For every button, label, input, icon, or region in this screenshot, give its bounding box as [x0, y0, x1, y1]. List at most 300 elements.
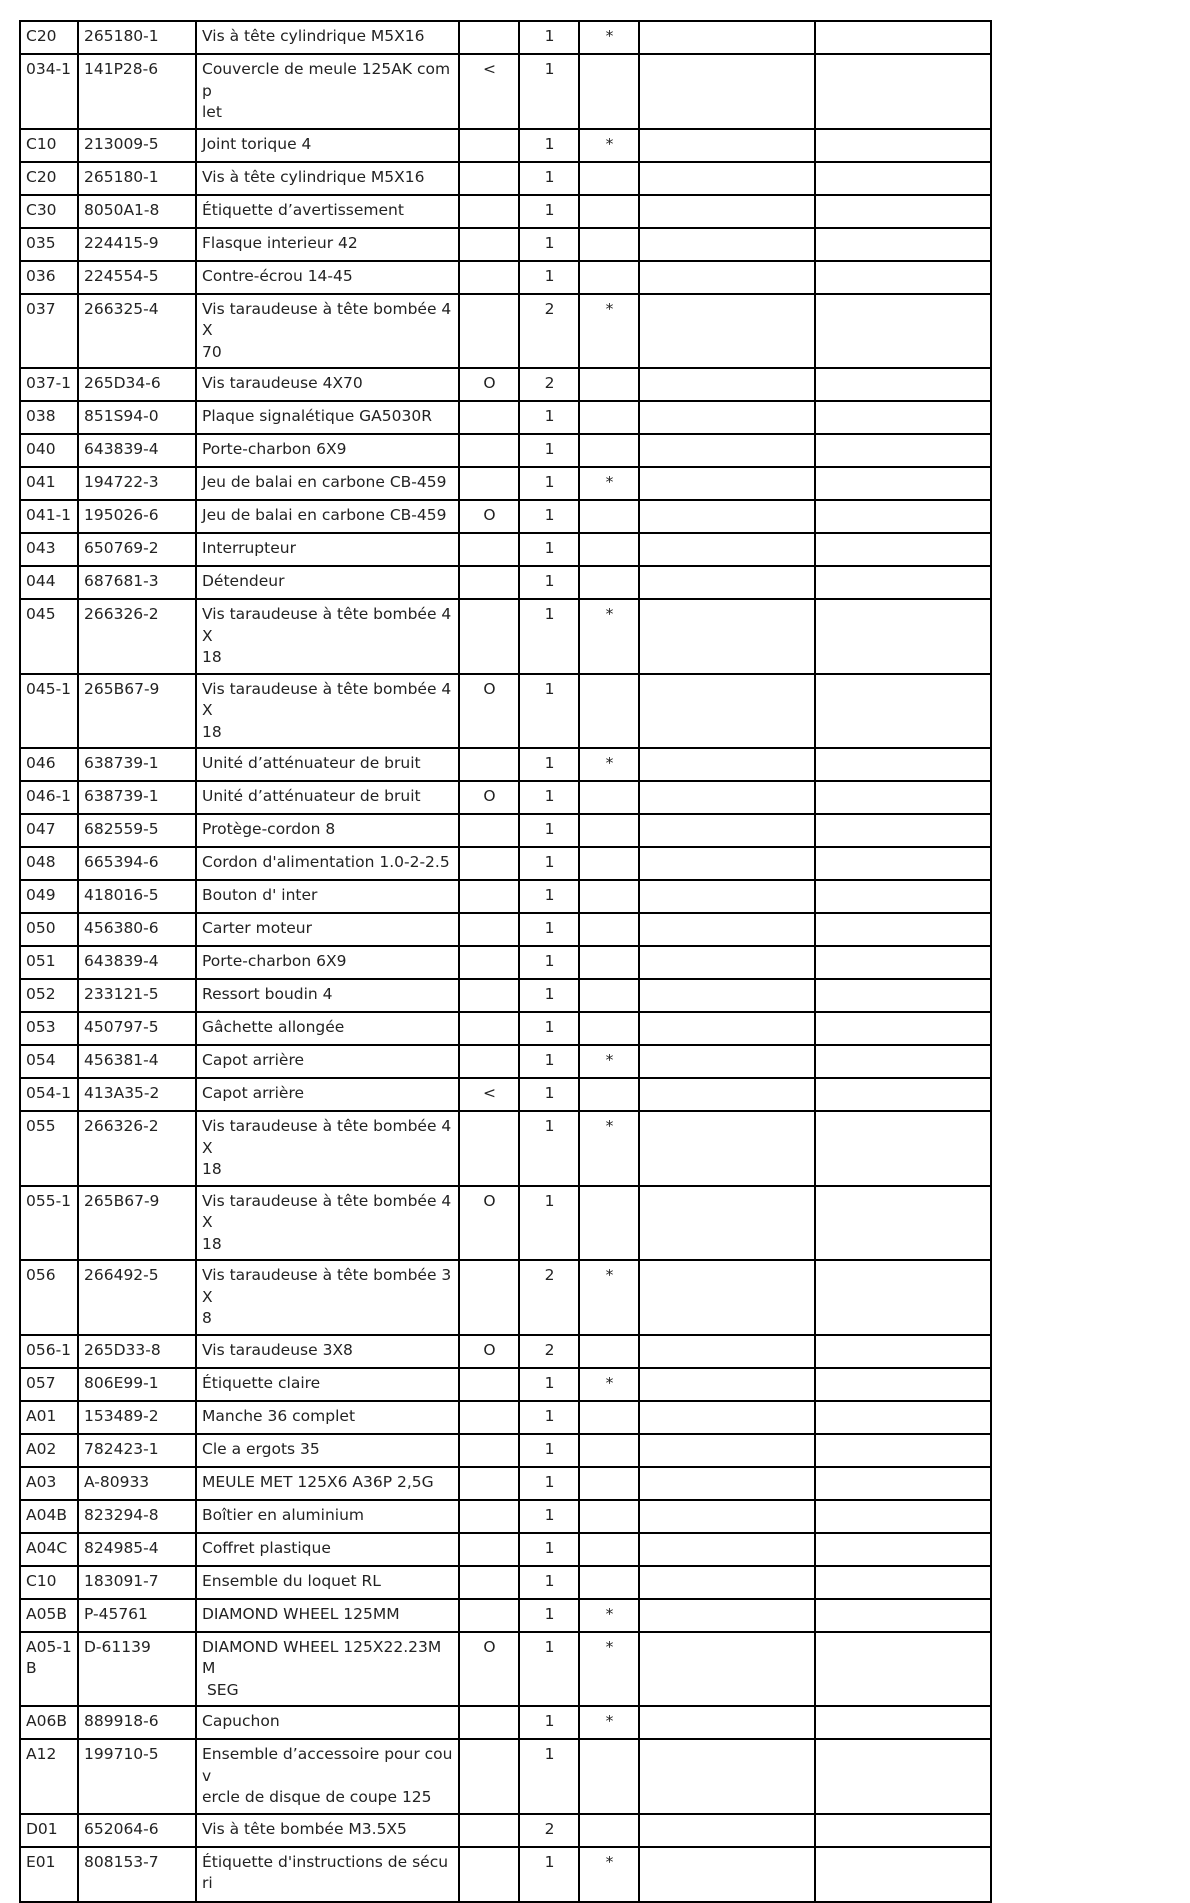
- empty-cell: [815, 1847, 991, 1902]
- description-cell: Vis taraudeuse à tête bombée 4X 18: [196, 674, 459, 749]
- table-row: [20, 1847, 991, 1902]
- table-row: [20, 946, 991, 979]
- description-cell: Porte-charbon 6X9: [196, 434, 459, 467]
- part-number-cell: 638739-1: [78, 748, 196, 781]
- table-row: [20, 533, 991, 566]
- description-cell: Vis taraudeuse à tête bombée 3X 8: [196, 1260, 459, 1335]
- quantity-cell: 1: [519, 533, 579, 566]
- item-number-cell: 057: [20, 1368, 78, 1401]
- description-cell: Étiquette d’avertissement: [196, 195, 459, 228]
- table-row: [20, 847, 991, 880]
- item-number-cell: 040: [20, 434, 78, 467]
- quantity-cell: 1: [519, 946, 579, 979]
- part-number-cell: 450797-5: [78, 1012, 196, 1045]
- empty-cell: [815, 674, 991, 749]
- empty-cell: [639, 1401, 815, 1434]
- part-number-cell: 823294-8: [78, 1500, 196, 1533]
- part-number-cell: 8050A1-8: [78, 195, 196, 228]
- mark-cell: *: [579, 1847, 639, 1902]
- empty-cell: [815, 1368, 991, 1401]
- quantity-cell: 1: [519, 814, 579, 847]
- table-row: [20, 913, 991, 946]
- part-number-cell: D-61139: [78, 1632, 196, 1707]
- empty-cell: [639, 1012, 815, 1045]
- empty-cell: [639, 1706, 815, 1739]
- description-cell: Étiquette claire: [196, 1368, 459, 1401]
- quantity-cell: 1: [519, 1533, 579, 1566]
- description-cell: Vis à tête cylindrique M5X16: [196, 21, 459, 54]
- quantity-cell: 1: [519, 1401, 579, 1434]
- table-row: [20, 129, 991, 162]
- empty-cell: [639, 1078, 815, 1111]
- mark-cell: [579, 261, 639, 294]
- mark-cell: *: [579, 1632, 639, 1707]
- mark-cell: [579, 1401, 639, 1434]
- item-number-cell: 034-1: [20, 54, 78, 129]
- item-number-cell: 051: [20, 946, 78, 979]
- mark-cell: [579, 566, 639, 599]
- part-number-cell: 195026-6: [78, 500, 196, 533]
- description-cell: Plaque signalétique GA5030R: [196, 401, 459, 434]
- empty-cell: [639, 294, 815, 369]
- part-number-cell: 224415-9: [78, 228, 196, 261]
- note-cell: [459, 129, 519, 162]
- note-cell: [459, 1739, 519, 1814]
- item-number-cell: 052: [20, 979, 78, 1012]
- empty-cell: [815, 401, 991, 434]
- quantity-cell: 2: [519, 1260, 579, 1335]
- empty-cell: [815, 261, 991, 294]
- note-cell: [459, 434, 519, 467]
- item-number-cell: 056: [20, 1260, 78, 1335]
- empty-cell: [639, 1434, 815, 1467]
- description-cell: Ressort boudin 4: [196, 979, 459, 1012]
- part-number-cell: 889918-6: [78, 1706, 196, 1739]
- description-cell: Vis taraudeuse 3X8: [196, 1335, 459, 1368]
- table-row: [20, 814, 991, 847]
- mark-cell: *: [579, 1368, 639, 1401]
- table-row: [20, 1533, 991, 1566]
- empty-cell: [639, 1111, 815, 1186]
- note-cell: [459, 1847, 519, 1902]
- part-number-cell: 199710-5: [78, 1739, 196, 1814]
- note-cell: [459, 1467, 519, 1500]
- part-number-cell: 456381-4: [78, 1045, 196, 1078]
- empty-cell: [815, 228, 991, 261]
- empty-cell: [639, 467, 815, 500]
- table-row: [20, 1078, 991, 1111]
- table-row: [20, 1368, 991, 1401]
- mark-cell: [579, 162, 639, 195]
- part-number-cell: 643839-4: [78, 946, 196, 979]
- empty-cell: [639, 1335, 815, 1368]
- empty-cell: [639, 1566, 815, 1599]
- mark-cell: *: [579, 1260, 639, 1335]
- empty-cell: [815, 880, 991, 913]
- empty-cell: [639, 261, 815, 294]
- table-row: [20, 781, 991, 814]
- mark-cell: *: [579, 21, 639, 54]
- quantity-cell: 1: [519, 674, 579, 749]
- mark-cell: [579, 913, 639, 946]
- empty-cell: [639, 1467, 815, 1500]
- mark-cell: [579, 1566, 639, 1599]
- empty-cell: [815, 195, 991, 228]
- empty-cell: [815, 162, 991, 195]
- empty-cell: [639, 1814, 815, 1847]
- description-cell: Cle a ergots 35: [196, 1434, 459, 1467]
- mark-cell: [579, 1467, 639, 1500]
- item-number-cell: 037-1: [20, 368, 78, 401]
- item-number-cell: A01: [20, 1401, 78, 1434]
- empty-cell: [815, 1632, 991, 1707]
- empty-cell: [815, 434, 991, 467]
- empty-cell: [639, 1632, 815, 1707]
- note-cell: O: [459, 1632, 519, 1707]
- part-number-cell: 806E99-1: [78, 1368, 196, 1401]
- quantity-cell: 1: [519, 1467, 579, 1500]
- empty-cell: [815, 1599, 991, 1632]
- table-row: [20, 1814, 991, 1847]
- item-number-cell: A03: [20, 1467, 78, 1500]
- empty-cell: [639, 566, 815, 599]
- part-number-cell: 233121-5: [78, 979, 196, 1012]
- quantity-cell: 1: [519, 401, 579, 434]
- part-number-cell: 266326-2: [78, 599, 196, 674]
- part-number-cell: 265D33-8: [78, 1335, 196, 1368]
- item-number-cell: A06B: [20, 1706, 78, 1739]
- note-cell: [459, 1434, 519, 1467]
- item-number-cell: A12: [20, 1739, 78, 1814]
- empty-cell: [815, 500, 991, 533]
- empty-cell: [639, 1500, 815, 1533]
- quantity-cell: 1: [519, 566, 579, 599]
- quantity-cell: 1: [519, 1847, 579, 1902]
- part-number-cell: 687681-3: [78, 566, 196, 599]
- empty-cell: [815, 1706, 991, 1739]
- part-number-cell: 265B67-9: [78, 1186, 196, 1261]
- note-cell: [459, 21, 519, 54]
- empty-cell: [815, 21, 991, 54]
- empty-cell: [639, 434, 815, 467]
- empty-cell: [639, 979, 815, 1012]
- description-cell: Carter moteur: [196, 913, 459, 946]
- note-cell: [459, 1500, 519, 1533]
- table-row: [20, 54, 991, 129]
- note-cell: O: [459, 368, 519, 401]
- empty-cell: [815, 913, 991, 946]
- description-cell: Boîtier en aluminium: [196, 1500, 459, 1533]
- part-number-cell: A-80933: [78, 1467, 196, 1500]
- mark-cell: [579, 674, 639, 749]
- note-cell: [459, 979, 519, 1012]
- empty-cell: [639, 1260, 815, 1335]
- note-cell: [459, 1045, 519, 1078]
- empty-cell: [815, 1260, 991, 1335]
- empty-cell: [639, 54, 815, 129]
- note-cell: [459, 1111, 519, 1186]
- note-cell: O: [459, 781, 519, 814]
- mark-cell: [579, 781, 639, 814]
- mark-cell: *: [579, 1045, 639, 1078]
- quantity-cell: 1: [519, 781, 579, 814]
- quantity-cell: 1: [519, 1632, 579, 1707]
- quantity-cell: 1: [519, 1111, 579, 1186]
- mark-cell: [579, 228, 639, 261]
- empty-cell: [815, 1566, 991, 1599]
- table-row: [20, 261, 991, 294]
- mark-cell: [579, 814, 639, 847]
- part-number-cell: 638739-1: [78, 781, 196, 814]
- description-cell: Capuchon: [196, 1706, 459, 1739]
- note-cell: [459, 599, 519, 674]
- empty-cell: [815, 847, 991, 880]
- mark-cell: *: [579, 748, 639, 781]
- mark-cell: [579, 1335, 639, 1368]
- part-number-cell: 650769-2: [78, 533, 196, 566]
- item-number-cell: A02: [20, 1434, 78, 1467]
- quantity-cell: 1: [519, 261, 579, 294]
- description-cell: Vis taraudeuse à tête bombée 4X 18: [196, 599, 459, 674]
- table-row: [20, 1632, 991, 1707]
- mark-cell: *: [579, 1111, 639, 1186]
- description-cell: Détendeur: [196, 566, 459, 599]
- quantity-cell: 1: [519, 129, 579, 162]
- description-cell: Protège-cordon 8: [196, 814, 459, 847]
- note-cell: [459, 195, 519, 228]
- empty-cell: [815, 566, 991, 599]
- empty-cell: [815, 368, 991, 401]
- empty-cell: [639, 129, 815, 162]
- mark-cell: *: [579, 294, 639, 369]
- empty-cell: [639, 674, 815, 749]
- table-row: [20, 1706, 991, 1739]
- item-number-cell: A04C: [20, 1533, 78, 1566]
- table-row: [20, 566, 991, 599]
- empty-cell: [815, 1078, 991, 1111]
- quantity-cell: 2: [519, 1814, 579, 1847]
- description-cell: Ensemble d’accessoire pour couv ercle de disque de coupe 125: [196, 1739, 459, 1814]
- empty-cell: [639, 1599, 815, 1632]
- part-number-cell: P-45761: [78, 1599, 196, 1632]
- part-number-cell: 413A35-2: [78, 1078, 196, 1111]
- empty-cell: [815, 748, 991, 781]
- empty-cell: [815, 1186, 991, 1261]
- item-number-cell: 038: [20, 401, 78, 434]
- quantity-cell: 2: [519, 294, 579, 369]
- table-row: [20, 1599, 991, 1632]
- description-cell: Jeu de balai en carbone CB-459: [196, 500, 459, 533]
- note-cell: [459, 1533, 519, 1566]
- empty-cell: [815, 533, 991, 566]
- item-number-cell: A05B: [20, 1599, 78, 1632]
- item-number-cell: 055: [20, 1111, 78, 1186]
- quantity-cell: 1: [519, 1500, 579, 1533]
- part-number-cell: 266492-5: [78, 1260, 196, 1335]
- note-cell: [459, 946, 519, 979]
- part-number-cell: 194722-3: [78, 467, 196, 500]
- note-cell: O: [459, 1335, 519, 1368]
- description-cell: DIAMOND WHEEL 125X22.23MM SEG: [196, 1632, 459, 1707]
- item-number-cell: C20: [20, 162, 78, 195]
- description-cell: Porte-charbon 6X9: [196, 946, 459, 979]
- quantity-cell: 1: [519, 1045, 579, 1078]
- item-number-cell: 037: [20, 294, 78, 369]
- quantity-cell: 1: [519, 195, 579, 228]
- table-row: [20, 21, 991, 54]
- note-cell: [459, 1012, 519, 1045]
- description-cell: Gâchette allongée: [196, 1012, 459, 1045]
- item-number-cell: 045-1: [20, 674, 78, 749]
- description-cell: Manche 36 complet: [196, 1401, 459, 1434]
- empty-cell: [639, 847, 815, 880]
- table-row: [20, 162, 991, 195]
- empty-cell: [815, 1335, 991, 1368]
- quantity-cell: 1: [519, 1566, 579, 1599]
- mark-cell: [579, 1012, 639, 1045]
- description-cell: Coffret plastique: [196, 1533, 459, 1566]
- empty-cell: [815, 1111, 991, 1186]
- description-cell: DIAMOND WHEEL 125MM: [196, 1599, 459, 1632]
- note-cell: [459, 401, 519, 434]
- part-number-cell: 213009-5: [78, 129, 196, 162]
- description-cell: Joint torique 4: [196, 129, 459, 162]
- item-number-cell: 041: [20, 467, 78, 500]
- empty-cell: [639, 814, 815, 847]
- quantity-cell: 1: [519, 599, 579, 674]
- empty-cell: [815, 467, 991, 500]
- quantity-cell: 1: [519, 162, 579, 195]
- empty-cell: [639, 401, 815, 434]
- note-cell: [459, 1814, 519, 1847]
- table-row: [20, 401, 991, 434]
- table-row: [20, 979, 991, 1012]
- quantity-cell: 1: [519, 1368, 579, 1401]
- mark-cell: [579, 1434, 639, 1467]
- description-cell: Jeu de balai en carbone CB-459: [196, 467, 459, 500]
- item-number-cell: 044: [20, 566, 78, 599]
- empty-cell: [815, 1434, 991, 1467]
- note-cell: [459, 261, 519, 294]
- quantity-cell: 1: [519, 1706, 579, 1739]
- empty-cell: [639, 1533, 815, 1566]
- part-number-cell: 456380-6: [78, 913, 196, 946]
- empty-cell: [639, 1368, 815, 1401]
- item-number-cell: 045: [20, 599, 78, 674]
- description-cell: Vis à tête bombée M3.5X5: [196, 1814, 459, 1847]
- mark-cell: [579, 1186, 639, 1261]
- item-number-cell: 046: [20, 748, 78, 781]
- table-row: [20, 674, 991, 749]
- part-number-cell: 824985-4: [78, 1533, 196, 1566]
- note-cell: [459, 294, 519, 369]
- item-number-cell: A04B: [20, 1500, 78, 1533]
- note-cell: [459, 1566, 519, 1599]
- empty-cell: [639, 1739, 815, 1814]
- note-cell: <: [459, 1078, 519, 1111]
- empty-cell: [639, 748, 815, 781]
- quantity-cell: 1: [519, 1434, 579, 1467]
- parts-table: [19, 20, 992, 1903]
- empty-cell: [815, 1401, 991, 1434]
- description-cell: Cordon d'alimentation 1.0-2-2.5: [196, 847, 459, 880]
- empty-cell: [639, 913, 815, 946]
- description-cell: Unité d’atténuateur de bruit: [196, 748, 459, 781]
- mark-cell: [579, 880, 639, 913]
- item-number-cell: 055-1: [20, 1186, 78, 1261]
- part-number-cell: 808153-7: [78, 1847, 196, 1902]
- mark-cell: [579, 500, 639, 533]
- table-row: [20, 1401, 991, 1434]
- item-number-cell: 049: [20, 880, 78, 913]
- table-row: [20, 1467, 991, 1500]
- description-cell: Couvercle de meule 125AK comp let: [196, 54, 459, 129]
- mark-cell: [579, 1814, 639, 1847]
- note-cell: [459, 1401, 519, 1434]
- quantity-cell: 1: [519, 1012, 579, 1045]
- note-cell: [459, 533, 519, 566]
- note-cell: O: [459, 500, 519, 533]
- mark-cell: [579, 195, 639, 228]
- note-cell: [459, 880, 519, 913]
- quantity-cell: 1: [519, 1599, 579, 1632]
- part-number-cell: 224554-5: [78, 261, 196, 294]
- quantity-cell: 1: [519, 434, 579, 467]
- quantity-cell: 1: [519, 979, 579, 1012]
- mark-cell: [579, 401, 639, 434]
- empty-cell: [639, 368, 815, 401]
- empty-cell: [639, 500, 815, 533]
- item-number-cell: 054: [20, 1045, 78, 1078]
- note-cell: [459, 913, 519, 946]
- table-row: [20, 1186, 991, 1261]
- note-cell: [459, 162, 519, 195]
- note-cell: [459, 228, 519, 261]
- item-number-cell: C10: [20, 129, 78, 162]
- table-row: [20, 880, 991, 913]
- item-number-cell: C30: [20, 195, 78, 228]
- note-cell: [459, 814, 519, 847]
- table-row: [20, 1739, 991, 1814]
- empty-cell: [815, 1533, 991, 1566]
- quantity-cell: 1: [519, 467, 579, 500]
- empty-cell: [639, 1847, 815, 1902]
- quantity-cell: 1: [519, 847, 579, 880]
- item-number-cell: E01: [20, 1847, 78, 1902]
- description-cell: Vis taraudeuse à tête bombée 4X 18: [196, 1186, 459, 1261]
- empty-cell: [815, 1467, 991, 1500]
- empty-cell: [815, 1012, 991, 1045]
- empty-cell: [815, 781, 991, 814]
- description-cell: MEULE MET 125X6 A36P 2,5G: [196, 1467, 459, 1500]
- table-row: [20, 228, 991, 261]
- table-row: [20, 1434, 991, 1467]
- part-number-cell: 782423-1: [78, 1434, 196, 1467]
- empty-cell: [815, 129, 991, 162]
- part-number-cell: 265D34-6: [78, 368, 196, 401]
- empty-cell: [815, 1739, 991, 1814]
- table-row: [20, 467, 991, 500]
- note-cell: [459, 748, 519, 781]
- mark-cell: [579, 847, 639, 880]
- note-cell: O: [459, 674, 519, 749]
- table-row: [20, 1500, 991, 1533]
- empty-cell: [639, 195, 815, 228]
- note-cell: [459, 1368, 519, 1401]
- description-cell: Unité d’atténuateur de bruit: [196, 781, 459, 814]
- empty-cell: [815, 979, 991, 1012]
- table-row: [20, 1045, 991, 1078]
